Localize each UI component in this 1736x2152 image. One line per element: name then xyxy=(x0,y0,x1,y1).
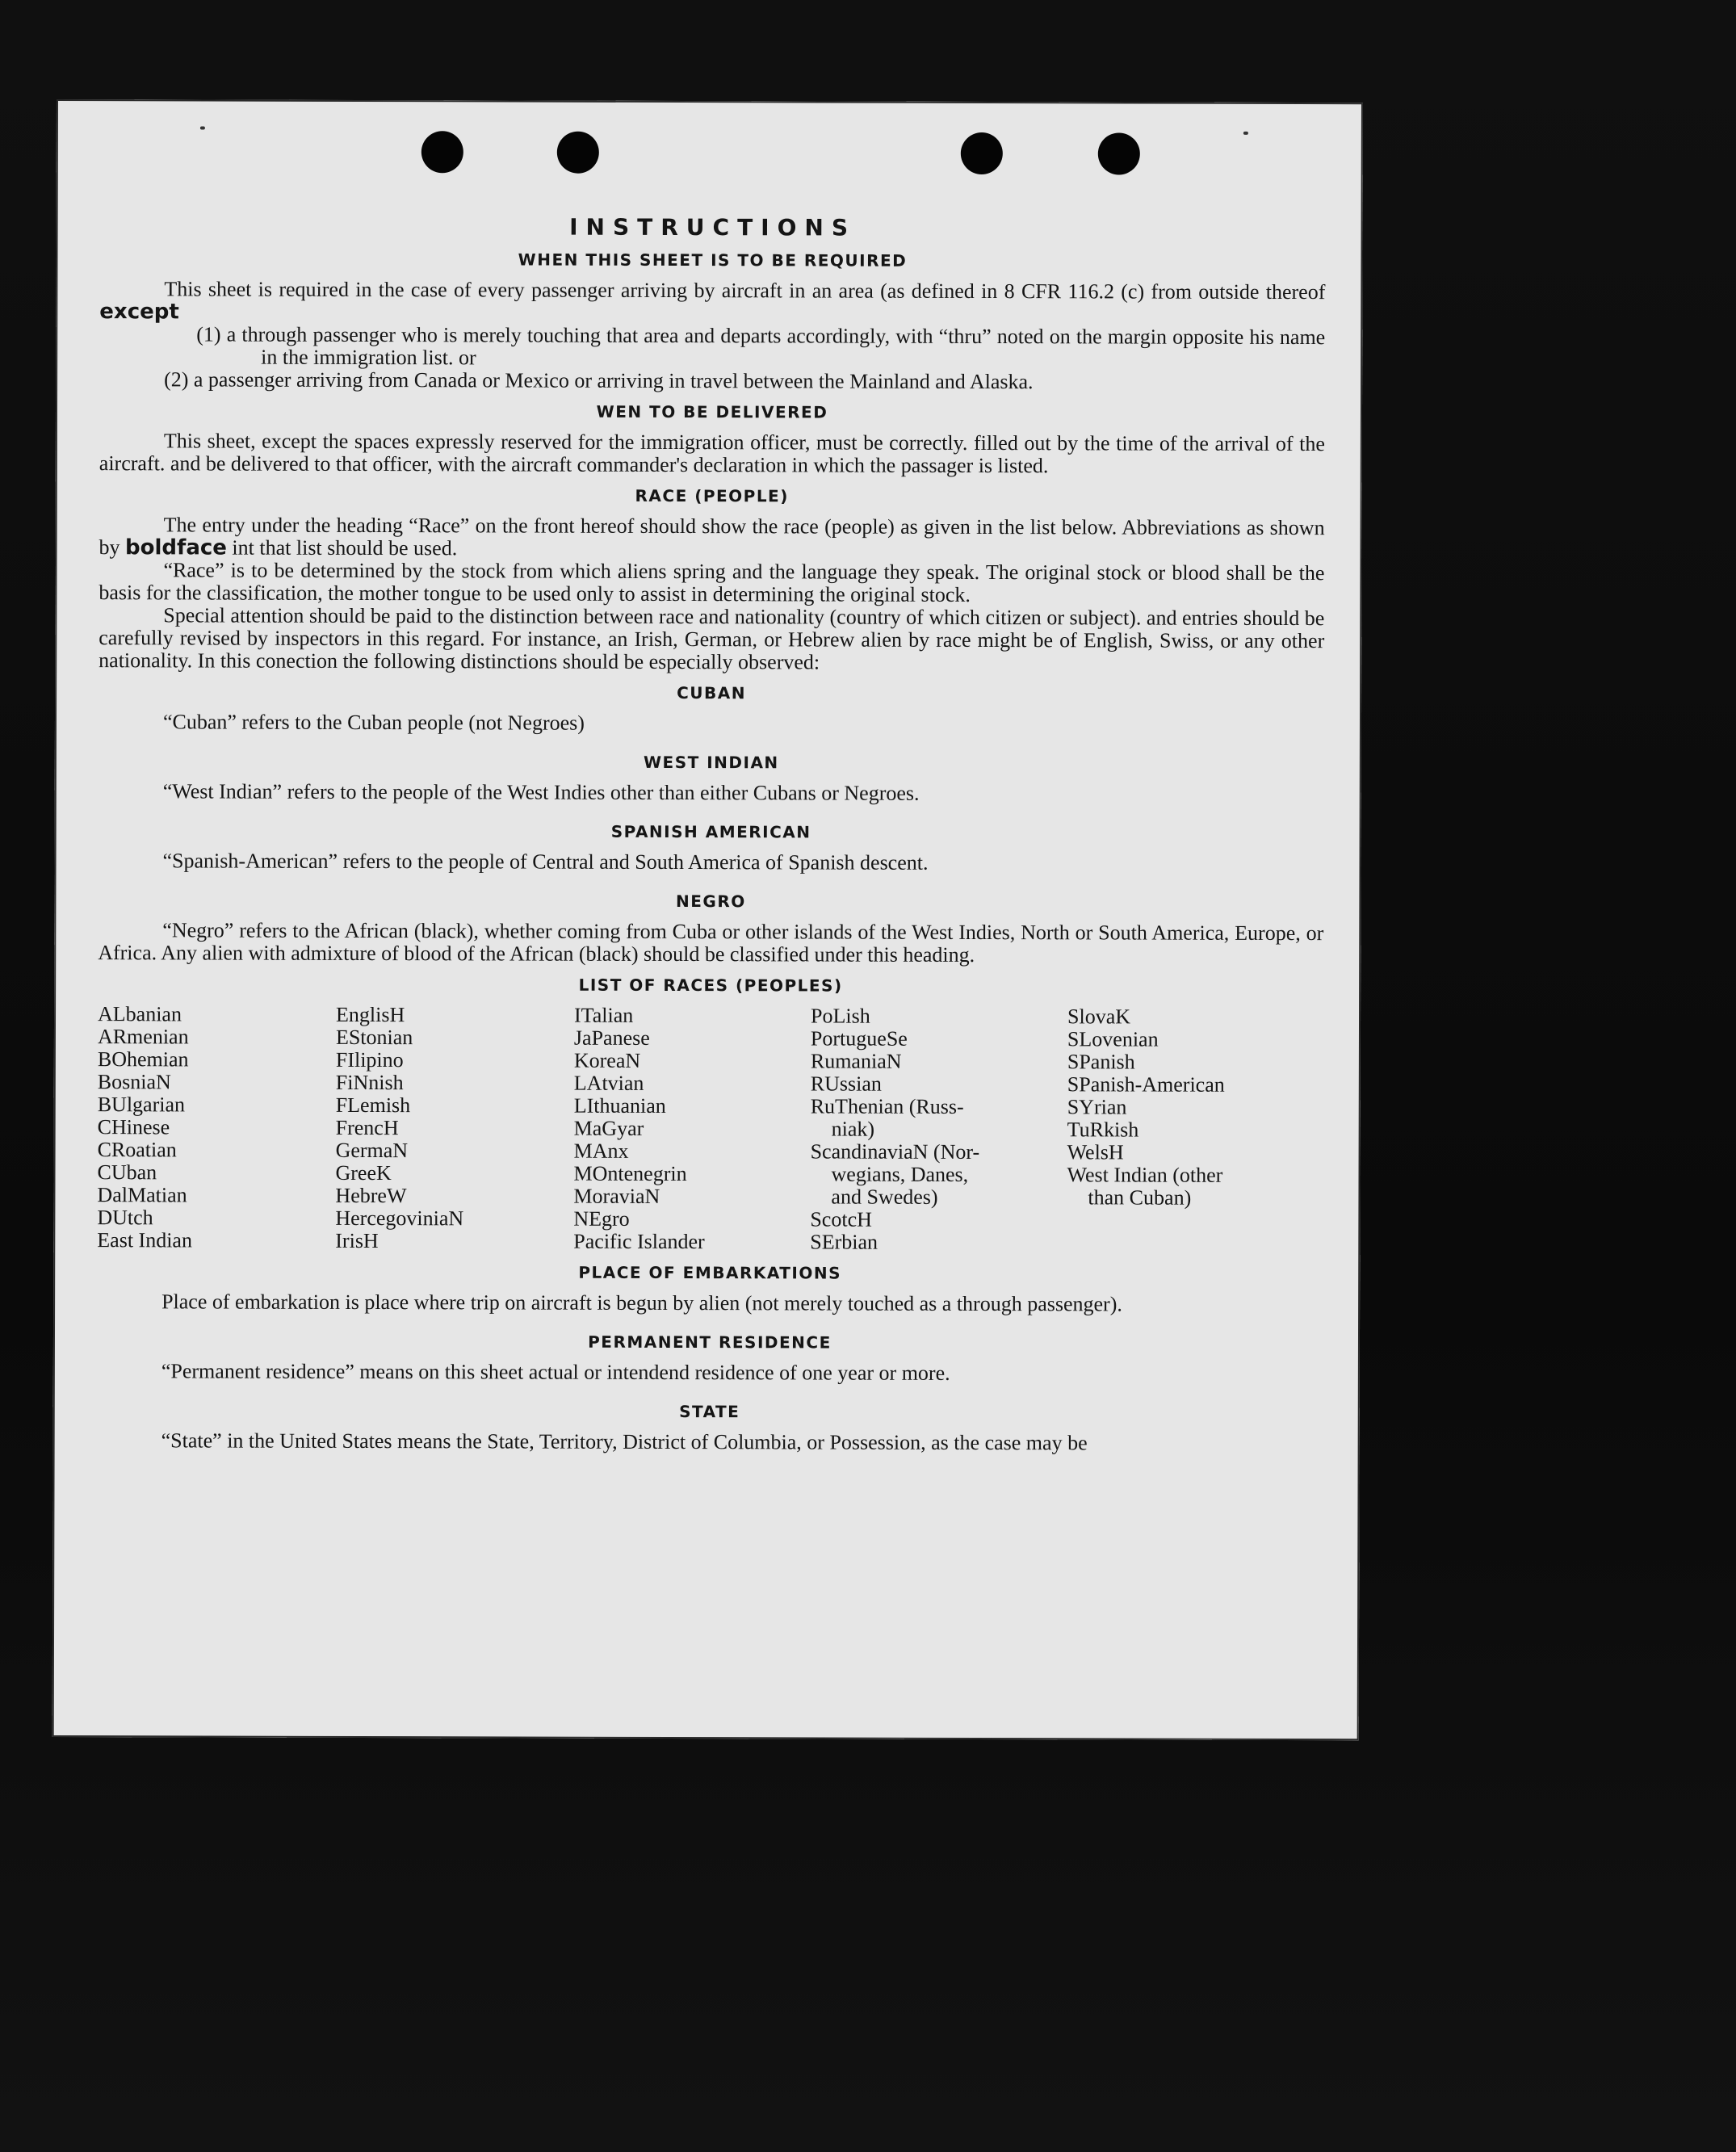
race-item: TuRkish xyxy=(1067,1118,1139,1142)
race-item: FiNnish xyxy=(335,1070,404,1095)
heading-spanish-american: SPANISH AMERICAN xyxy=(610,821,811,842)
race-item: East Indian xyxy=(97,1228,193,1252)
race-item: GreeK xyxy=(335,1160,392,1185)
race-item: WelsH xyxy=(1067,1140,1124,1164)
race-item: SlovaK xyxy=(1067,1005,1131,1029)
race-column xyxy=(97,1003,336,1252)
race-item: BOhemian xyxy=(97,1047,189,1072)
page-title: INSTRUCTIONS xyxy=(569,213,857,241)
state-text: “State” in the United States means the State, Territory, District of Columbia, or Possession, as the case may be xyxy=(161,1428,1088,1455)
race-item: DUtch xyxy=(97,1206,153,1230)
race-item: GermaN xyxy=(335,1138,409,1163)
race-column xyxy=(335,1004,574,1253)
race-item: ALbanian xyxy=(97,1002,182,1026)
punch-hole xyxy=(557,132,599,174)
except-bold: except xyxy=(99,300,179,325)
heading-state: STATE xyxy=(679,1402,740,1422)
race-item: CRoatian xyxy=(97,1138,177,1162)
race-item: MaGyar xyxy=(573,1116,644,1140)
race-item: EStonian xyxy=(335,1025,413,1050)
heading-west-indian: WEST INDIAN xyxy=(643,752,779,773)
heading-cuban: CUBAN xyxy=(677,683,747,703)
residence-text: “Permanent residence” means on this sheet actual or intendend residence of one year or more. xyxy=(161,1359,950,1385)
race-item: ScandinaviaN (Nor- xyxy=(810,1139,980,1164)
heading-permanent-residence: PERMANENT RESIDENCE xyxy=(588,1332,832,1353)
race-item: MOntenegrin xyxy=(573,1161,687,1186)
boldface-word: boldface xyxy=(125,535,227,560)
negro-text: “Negro” refers to the African (black), whether coming from Cuba or other islands of the West Indies, North or South America, Europe, or Africa. Any alien with admixture of blood of the African (black) should be classified under this heading. xyxy=(98,918,1324,967)
race-paragraph-2: “Race” is to be determined by the stock from which aliens spring and the language they speak. The original stock or blood shall be the basis for the classification, the mother tongue to be used only to assist in determining the original stock. xyxy=(99,558,1325,606)
heading-race: RACE (PEOPLE) xyxy=(635,485,789,506)
race-item: CHinese xyxy=(97,1115,170,1139)
punch-hole xyxy=(1098,132,1140,174)
race-column xyxy=(573,1005,811,1254)
race-item: West Indian (other xyxy=(1067,1163,1223,1187)
race-item: FrencH xyxy=(335,1115,399,1140)
punch-hole xyxy=(961,132,1003,174)
race-item: DalMatian xyxy=(97,1183,187,1207)
race-item: HebreW xyxy=(335,1183,407,1208)
race-item: ITalian xyxy=(573,1003,634,1027)
heading-required: WHEN THIS SHEET IS TO BE REQUIRED xyxy=(518,250,908,271)
race-item: EnglisH xyxy=(335,1002,405,1027)
race-item: BUlgarian xyxy=(97,1093,186,1117)
race-item: KoreaN xyxy=(573,1048,641,1072)
race-item: HercegoviniaN xyxy=(335,1206,464,1231)
race-item: SPanish xyxy=(1067,1050,1135,1074)
race-paragraph-1: The entry under the heading “Race” on the front hereof should show the race (people) as given in the list below. Abbreviations as shown by boldface int that list should be used. xyxy=(99,513,1325,560)
race-item: SYrian xyxy=(1067,1095,1127,1119)
heading-embarkation: PLACE OF EMBARKATIONS xyxy=(578,1262,842,1283)
race-item: ARmenian xyxy=(97,1025,189,1049)
race-item: than Cuban) xyxy=(1088,1185,1192,1210)
race-item: MoraviaN xyxy=(573,1184,660,1208)
race-paragraph-3: Special attention should be paid to the distinction between race and nationality (country of which citizen or subject). and entries should be carefully revised by inspectors in this regard. For instance, an Irish, German, or Hebrew alien by race might be of English, Swiss, or any other nationality. In this conection the following distinctions should be especially observed: xyxy=(99,603,1325,674)
race-item: and Swedes) xyxy=(831,1185,938,1209)
race-item: Pacific Islander xyxy=(573,1229,705,1254)
race-item: FLemish xyxy=(335,1093,411,1118)
race-item: FIlipino xyxy=(335,1047,404,1072)
race-item: SLovenian xyxy=(1067,1027,1159,1051)
document-page xyxy=(52,99,1363,1740)
race-item: RumaniaN xyxy=(810,1049,902,1073)
race-column xyxy=(810,1005,1067,1254)
cuban-text: “Cuban” refers to the Cuban people (not Negroes) xyxy=(162,710,585,735)
race-item: wegians, Danes, xyxy=(831,1162,969,1186)
race-item: PoLish xyxy=(810,1004,870,1028)
race-item: IrisH xyxy=(335,1228,379,1253)
race-item: NEgro xyxy=(573,1206,630,1231)
embarkation-text: Place of embarkation is place where trip on aircraft is begun by alien (not merely touched as a through passenger). xyxy=(161,1290,1122,1316)
race-item: CUban xyxy=(97,1160,157,1185)
race-item: niak) xyxy=(831,1117,875,1141)
race-item: LIthuanian xyxy=(573,1093,666,1118)
race-item: RuThenian (Russ- xyxy=(810,1094,964,1118)
race-column xyxy=(1067,1005,1323,1255)
required-item-1: (1) a through passenger who is merely touching that area and departs accordingly, with “thru” noted on the margin opposite his name in the immigration list. or xyxy=(196,322,1326,370)
heading-delivered: WEN TO BE DELIVERED xyxy=(596,401,828,422)
race-item: SErbian xyxy=(810,1230,878,1254)
race-item: RUssian xyxy=(810,1072,882,1096)
heading-list-of-races: LIST OF RACES (PEOPLES) xyxy=(578,975,843,996)
race-list xyxy=(97,1003,1323,1255)
race-item: LAtvian xyxy=(573,1071,644,1095)
heading-negro: NEGRO xyxy=(676,891,746,912)
spanish-american-text: “Spanish-American” refers to the people of Central and South America of Spanish descent. xyxy=(162,849,929,875)
race-item: BosniaN xyxy=(97,1070,171,1094)
scan-speck xyxy=(1243,132,1248,135)
scan-speck xyxy=(200,126,205,129)
race-item: SPanish-American xyxy=(1067,1072,1225,1097)
race-item: PortugueSe xyxy=(810,1026,908,1051)
delivered-text: This sheet, except the spaces expressly reserved for the immigration officer, must be correctly. filled out by the time of the arrival of the aircraft. and be delivered to that officer, with the aircraft commander's declaration in which the passager is listed. xyxy=(99,429,1325,478)
required-item-2: (2) a passenger arriving from Canada or Mexico or arriving in travel between the Mainland and Alaska. xyxy=(164,367,1034,394)
race-item: MAnx xyxy=(573,1139,629,1163)
race-item: JaPanese xyxy=(573,1026,650,1050)
punch-hole xyxy=(421,131,463,173)
race-item: ScotcH xyxy=(810,1207,872,1231)
west-indian-text: “West Indian” refers to the people of the West Indies other than either Cubans or Negroes. xyxy=(162,779,920,805)
required-intro: This sheet is required in the case of every passenger arriving by aircraft in an area (as defined in 8 CFR 116.2 (c) from outside thereof except xyxy=(99,277,1326,325)
instructions-content xyxy=(97,212,1326,1455)
